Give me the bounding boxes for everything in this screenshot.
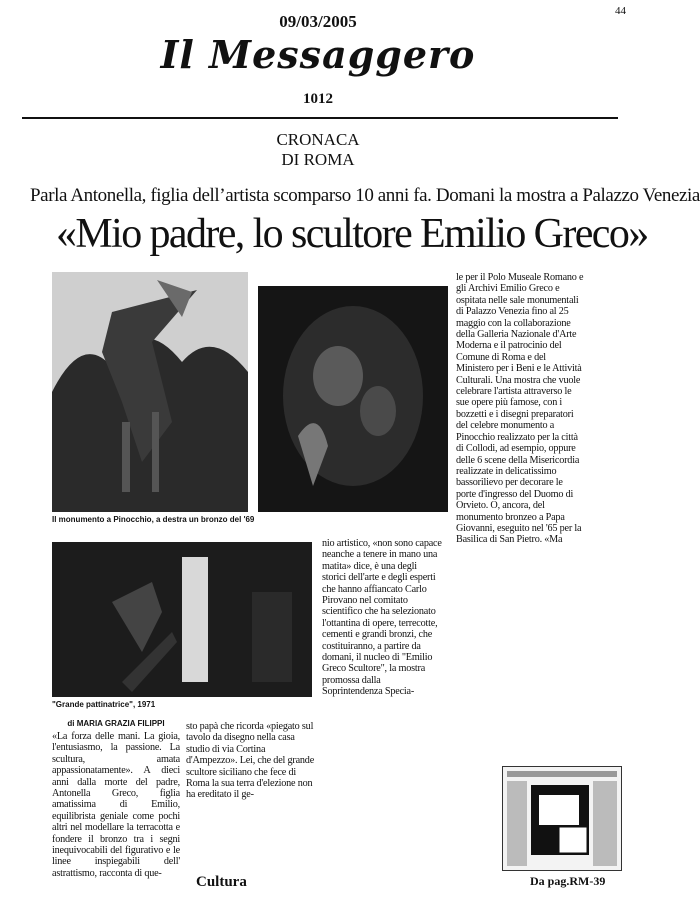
- column-4-text: le per il Polo Museale Romano e gli Archivi Emilio Greco e ospitata nelle sale monumentali di Palazzo Venezia fino al 25 maggio con la collaborazione della Galleria Nazionale d'Arte Moderna e il patrocinio del Comune di Roma e del Ministero per i Beni e le Attività Culturali. Una mostra che vuole celebrare l'artista attraverso le sue opere più famose, con i bozzetti e i disegni preparatori del celebre monumento a Pinocchio realizzato per la città di Collodi, ad esempio, oppure delle 6 scene della Misericordia realizzate in delicatissimo bassorilievo per decorare le porte d'ingresso del Duomo di Orvieto. O, ancora, del monumento bronzeo a Papa Giovanni, eseguito nel '65 per la Basilica di San Pietro. «Ma: [456, 272, 584, 546]
- newspaper-masthead: Il Messaggero: [160, 32, 476, 77]
- photo-bronze-1969: [258, 286, 448, 512]
- section-heading: [0, 130, 636, 170]
- article-column-4: [456, 272, 584, 628]
- section-line1: CRONACA: [276, 130, 360, 149]
- publication-date: 09/03/2005: [279, 12, 357, 31]
- article-byline: di MARIA GRAZIA FILIPPI: [67, 719, 165, 728]
- column-1-text: «La forza delle mani. La gioia, l'entusiasmo, la passione. La scultura, amata appassionatamente». A dieci anni dalla morte del padre, Antonella Greco, figlia amatissima di Emilio, equilibrista geniale come pochi altri nel modellare la terracotta e fondere il bronzo tra i segni inequivocabili del figurativo e le linee inspiegabili dell' astrattismo, racconta di que-: [52, 731, 180, 879]
- column-2-text: sto papà che ricorda «piegato sul tavolo da disegno nella casa studio di via Cortina d'Ampezzo». Lei, che del grande scultore siciliano che fece di Roma la sua terra d'elezione non ha ereditato il ge-: [186, 721, 315, 801]
- column-3-text: nio artistico, «non sono capace neanche a tenere in mano una matita» dice, è una degli storici dell'arte e degli esperti che hanno affiancato Carlo Pirovano nel comitato scientifico che ha selezionato l'ottantina di opere, terrecotte, cementi e grandi bronzi, che costituiranno, a partire da domani, il nucleo di "Emilio Greco Scultore", la mostra promossa dalla Soprintendenza Specia-: [322, 538, 442, 698]
- page-number: 44: [615, 5, 626, 17]
- photo-pinocchio-monument: [52, 272, 248, 512]
- caption-photos-top: Il monumento a Pinocchio, a destra un bronzo del '69: [52, 515, 255, 524]
- article-column-3: [322, 538, 442, 872]
- section-line2: DI ROMA: [281, 150, 355, 169]
- article-column-1: [52, 731, 180, 879]
- article-subtitle: Parla Antonella, figlia dell’artista scomparso 10 anni fa. Domani la mostra a Palazzo Venezia: [30, 185, 700, 206]
- article-column-2: [186, 721, 316, 871]
- footer-section-label: Cultura: [196, 874, 247, 890]
- caption-photo-bottom: "Grande pattinatrice", 1971: [52, 700, 156, 709]
- photo-grande-pattinatrice: [52, 542, 312, 697]
- issue-number: 1012: [303, 91, 333, 107]
- header-rule: [22, 117, 618, 119]
- article-headline: «Mio padre, lo scultore Emilio Greco»: [56, 211, 648, 257]
- footer-continued-from: Da pag.RM-39: [530, 874, 606, 888]
- page-layout-thumbnail: [502, 766, 622, 871]
